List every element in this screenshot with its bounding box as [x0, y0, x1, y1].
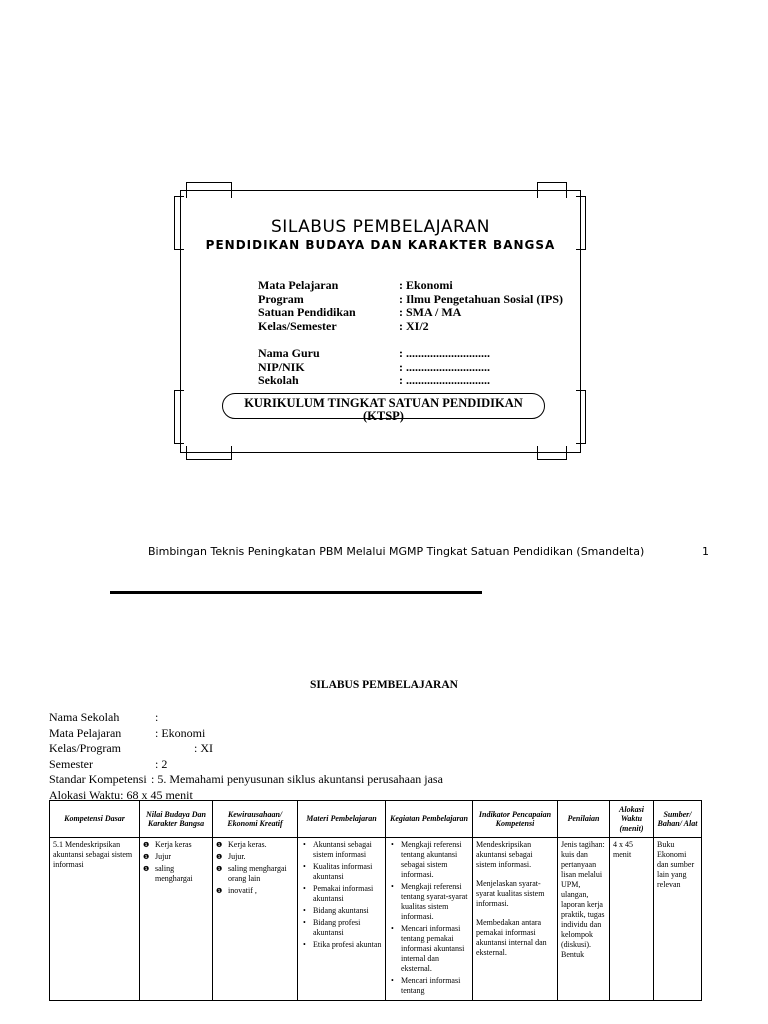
table-row [50, 838, 702, 1001]
list-item: ❶ Jujur. [216, 852, 294, 862]
kewirausahaan-cell [213, 838, 298, 1001]
meta-label: Semester [49, 756, 93, 771]
list-item: • Akuntansi sebagai sistem informasi [301, 840, 382, 860]
materi-cell [298, 838, 386, 1001]
kd-cell: 5.1 Mendeskripsikan akuntansi sebagai sistem informasi [50, 838, 140, 1001]
meta-label: Mata Pelajaran [49, 725, 122, 740]
meta-label: Nama Sekolah [49, 710, 120, 724]
meta-row [49, 726, 443, 742]
meta-label: Standar Kompetensi [49, 772, 147, 786]
info-value: : Ilmu Pengetahuan Sosial (IPS) [399, 291, 564, 306]
table-header: Nilai Budaya Dan Karakter Bangsa [140, 801, 213, 838]
frame-ornament [537, 182, 567, 198]
course-info [258, 279, 563, 333]
table-header: Alokasi Waktu (menit) [610, 801, 654, 838]
cover-subtitle: PENDIDIKAN BUDAYA DAN KARAKTER BANGSA [205, 238, 556, 252]
meta-value: : Ekonomi [155, 725, 206, 740]
frame-ornament [174, 390, 184, 444]
indicator-text: Membedakan antara pemakai informasi akuntansi internal dan eksternal. [476, 918, 547, 957]
frame-ornament [537, 446, 567, 460]
meta-value: : [155, 710, 159, 724]
frame-ornament [186, 446, 232, 460]
indikator-cell [473, 838, 558, 1001]
info-row [258, 279, 563, 293]
list-item: • Mengkaji referensi tentang akuntansi sebagai sistem informasi. [389, 840, 469, 880]
table-header: Kompetensi Dasar [50, 801, 140, 838]
table-header: Sumber/ Bahan/ Alat [654, 801, 702, 838]
indicator-text: Mendeskripsikan akuntansi sebagai sistem informasi. [476, 840, 533, 869]
table-header: Penilaian [558, 801, 610, 838]
meta-row [49, 710, 443, 726]
kegiatan-cell [386, 838, 473, 1001]
meta-label: Kelas/Program [49, 741, 121, 755]
meta-value: : 2 [155, 756, 168, 771]
list-item: • Pemakai informasi akuntansi [301, 884, 382, 904]
meta-row [49, 772, 443, 788]
table-header: Indikator Pencapaian Kompetensi [473, 801, 558, 838]
cover-title: SILABUS PEMBELAJARAN [271, 217, 490, 237]
list-item: • Kualitas informasi akuntansi [301, 862, 382, 882]
info-value: : XI/2 [399, 318, 429, 333]
frame-ornament [576, 390, 586, 444]
info-label: Sekolah [258, 373, 299, 387]
list-item: ❶ inovatif , [216, 886, 294, 896]
info-label: Kelas/Semester [258, 318, 337, 333]
meta-value: : 5. Memahami penyusunan siklus akuntansi perusahaan jasa [151, 772, 443, 786]
frame-ornament [186, 182, 232, 198]
curriculum-line: KURIKULUM TINGKAT SATUAN PENDIDIKAN [244, 396, 523, 410]
info-value: : Ekonomi [399, 278, 453, 292]
info-label: Nama Guru [258, 346, 320, 360]
info-value: : ............................ [399, 373, 490, 387]
info-value: : ............................ [399, 359, 490, 374]
info-row [258, 347, 490, 361]
indicator-text: Menjelaskan syarat-syarat kualitas sistem informasi. [476, 879, 545, 908]
list-item: ❶ saling menghargai orang lain [216, 864, 294, 884]
table-header-row [50, 801, 702, 838]
list-item: ❶ Jujur [143, 852, 209, 862]
nilai-cell [140, 838, 213, 1001]
info-label: Mata Pelajaran [258, 278, 339, 292]
list-item: ❶ saling menghargai [143, 864, 209, 884]
list-item: • Mencari informasi tentang pemakai informasi akuntansi internal dan eksternal. [389, 924, 469, 974]
info-value: : SMA / MA [399, 305, 462, 319]
list-item: • Etika profesi akuntan [301, 940, 382, 950]
page-divider [110, 591, 482, 594]
meta-row [49, 741, 443, 757]
info-row [258, 306, 563, 320]
list-item: • Bidang profesi akuntansi [301, 918, 382, 938]
syllabus-title: SILABUS PEMBELAJARAN [310, 679, 458, 691]
list-item: ❶ Kerja keras [143, 840, 209, 850]
meta-row [49, 757, 443, 773]
table-header: Materi Pembelajaran [298, 801, 386, 838]
penilaian-cell: Jenis tagihan: kuis dan pertanyaan lisan melalui UPM, ulangan, laporan kerja praktik, tugas individu dan kelompok (diskusi). Bentuk [558, 838, 610, 1001]
info-label: Satuan Pendidikan [258, 305, 356, 319]
meta-label: Alokasi Waktu [49, 787, 121, 802]
list-item: • Bidang akuntansi [301, 906, 382, 916]
alokasi-cell: 4 x 45 menit [610, 838, 654, 1001]
info-row [258, 361, 490, 375]
info-row [258, 374, 490, 388]
info-row [258, 320, 563, 334]
info-row [258, 293, 563, 307]
page-footer: Bimbingan Teknis Peningkatan PBM Melalui MGMP Tingkat Satuan Pendidikan (Smandelta) [148, 545, 645, 558]
list-item: ❶ Kerja keras. [216, 840, 294, 850]
teacher-info [258, 347, 490, 388]
info-label: NIP/NIK [258, 359, 305, 374]
syllabus-table [49, 800, 702, 1001]
table-header: Kewirausahaan/ Ekonomi Kreatif [213, 801, 298, 838]
meta-value: : XI [155, 741, 213, 755]
info-value: : ............................ [399, 346, 490, 360]
table-header: Kegiatan Pembelajaran [386, 801, 473, 838]
curriculum-banner [222, 393, 545, 423]
syllabus-meta [49, 710, 443, 803]
curriculum-line: (KTSP) [363, 409, 404, 423]
sumber-cell: Buku Ekonomi dan sumber lain yang relevan [654, 838, 702, 1001]
list-item: • Mengkaji referensi tentang syarat-syarat kualitas sistem informasi. [389, 882, 469, 922]
info-label: Program [258, 291, 304, 306]
list-item: • Mencari informasi tentang [389, 976, 469, 996]
meta-value: : 68 x 45 menit [120, 787, 193, 802]
page-number: 1 [702, 545, 709, 558]
